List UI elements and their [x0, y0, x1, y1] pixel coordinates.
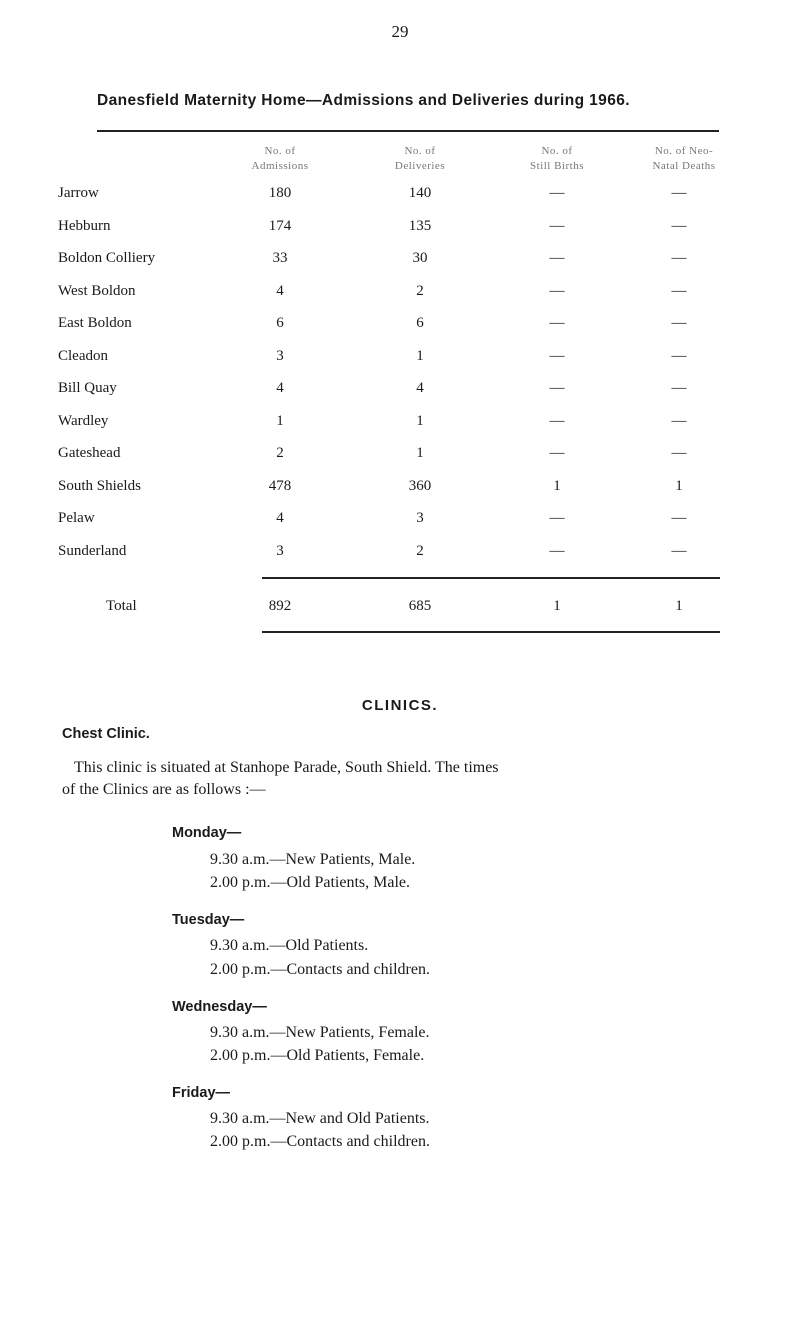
admissions-cell: 3	[276, 348, 284, 364]
column-header-admissions: No. of Admissions	[251, 145, 309, 172]
admissions-cell: 478	[268, 478, 292, 494]
table-heading: Danesfield Maternity Home—Admissions and Deliveries during 1966.	[97, 92, 630, 109]
deliveries-cell: 2	[416, 543, 424, 559]
place-name: East Boldon	[58, 315, 132, 331]
still-births-cell: —	[549, 185, 565, 201]
neonatal-deaths-cell: —	[671, 445, 687, 461]
place-name: Hebburn	[58, 218, 111, 234]
still-births-cell: 1	[553, 478, 561, 494]
place-name: Cleadon	[58, 348, 108, 364]
deliveries-cell: 1	[416, 413, 424, 429]
neonatal-deaths-cell: —	[671, 510, 687, 526]
admissions-cell: 6	[276, 315, 284, 331]
schedule-entry: 9.30 a.m.—New Patients, Female.	[210, 1024, 430, 1041]
deliveries-cell: 6	[416, 315, 424, 331]
still-births-cell: —	[549, 315, 565, 331]
place-name: West Boldon	[58, 283, 136, 299]
schedule-entry: 9.30 a.m.—Old Patients.	[210, 937, 369, 954]
day-heading-monday: Monday—	[172, 825, 242, 841]
column-header-deliveries: No. of Deliveries	[394, 145, 446, 172]
column-header-still-births: No. of Still Births	[530, 145, 584, 172]
deliveries-cell: 1	[416, 348, 424, 364]
day-heading-tuesday: Tuesday—	[172, 912, 245, 928]
schedule-entry: 2.00 p.m.—Contacts and children.	[210, 1133, 430, 1150]
table-row	[0, 348, 800, 370]
table-row	[0, 478, 800, 500]
total-row	[0, 598, 800, 620]
admissions-cell: 2	[276, 445, 284, 461]
total-top-rule	[262, 577, 720, 579]
admissions-cell: 174	[268, 218, 292, 234]
deliveries-cell: 2	[416, 283, 424, 299]
place-name: South Shields	[58, 478, 141, 494]
table-row	[0, 510, 800, 532]
total-neonatal-deaths: 1	[675, 598, 683, 614]
table-row	[0, 218, 800, 240]
still-births-cell: —	[549, 445, 565, 461]
clinics-title: CLINICS.	[361, 697, 439, 714]
total-bottom-rule	[262, 631, 720, 633]
day-heading-friday: Friday—	[172, 1085, 231, 1101]
schedule-entry: 9.30 a.m.—New Patients, Male.	[210, 851, 416, 868]
schedule-entry: 2.00 p.m.—Old Patients, Male.	[210, 874, 410, 891]
place-name: Pelaw	[58, 510, 95, 526]
place-name: Gateshead	[58, 445, 121, 461]
neonatal-deaths-cell: —	[671, 348, 687, 364]
still-births-cell: —	[549, 380, 565, 396]
deliveries-cell: 140	[408, 185, 432, 201]
total-deliveries: 685	[408, 598, 432, 614]
deliveries-cell: 4	[416, 380, 424, 396]
still-births-cell: —	[549, 543, 565, 559]
place-name: Jarrow	[58, 185, 99, 201]
still-births-cell: —	[549, 348, 565, 364]
schedule-entry: 9.30 a.m.—New and Old Patients.	[210, 1110, 430, 1127]
page-number: 29	[391, 22, 409, 41]
total-still-births: 1	[553, 598, 561, 614]
neonatal-deaths-cell: —	[671, 185, 687, 201]
neonatal-deaths-cell: 1	[675, 478, 683, 494]
deliveries-cell: 3	[416, 510, 424, 526]
admissions-cell: 4	[276, 380, 284, 396]
intro-line: of the Clinics are as follows :—	[62, 781, 266, 798]
admissions-cell: 4	[276, 283, 284, 299]
place-name: Boldon Colliery	[58, 250, 156, 266]
still-births-cell: —	[549, 218, 565, 234]
admissions-cell: 1	[276, 413, 284, 429]
deliveries-cell: 1	[416, 445, 424, 461]
day-heading-wednesday: Wednesday—	[172, 999, 267, 1015]
table-row	[0, 380, 800, 402]
still-births-cell: —	[549, 250, 565, 266]
admissions-cell: 33	[272, 250, 288, 266]
neonatal-deaths-cell: —	[671, 315, 687, 331]
neonatal-deaths-cell: —	[671, 543, 687, 559]
table-row	[0, 283, 800, 305]
place-name: Wardley	[58, 413, 109, 429]
deliveries-cell: 135	[408, 218, 432, 234]
neonatal-deaths-cell: —	[671, 218, 687, 234]
admissions-cell: 4	[276, 510, 284, 526]
table-row	[0, 445, 800, 467]
table-row	[0, 185, 800, 207]
schedule-entry: 2.00 p.m.—Old Patients, Female.	[210, 1047, 425, 1064]
total-admissions: 892	[268, 598, 292, 614]
table-row	[0, 413, 800, 435]
intro-line: This clinic is situated at Stanhope Parade, South Shield. The times	[74, 759, 499, 776]
neonatal-deaths-cell: —	[671, 413, 687, 429]
deliveries-cell: 360	[408, 478, 432, 494]
table-row	[0, 543, 800, 565]
still-births-cell: —	[549, 283, 565, 299]
still-births-cell: —	[549, 413, 565, 429]
table-row	[0, 315, 800, 337]
table-row	[0, 250, 800, 272]
place-name: Bill Quay	[58, 380, 117, 396]
still-births-cell: —	[549, 510, 565, 526]
neonatal-deaths-cell: —	[671, 380, 687, 396]
neonatal-deaths-cell: —	[671, 250, 687, 266]
chest-clinic-title: Chest Clinic.	[62, 726, 150, 742]
place-name: Sunderland	[58, 543, 127, 559]
chest-clinic-intro	[62, 757, 762, 801]
neonatal-deaths-cell: —	[671, 283, 687, 299]
schedule-entry: 2.00 p.m.—Contacts and children.	[210, 961, 430, 978]
total-label: Total	[106, 598, 137, 614]
table-top-rule	[97, 130, 719, 132]
deliveries-cell: 30	[412, 250, 428, 266]
admissions-cell: 180	[268, 185, 292, 201]
column-header-neonatal-deaths: No. of Neo- Natal Deaths	[652, 145, 716, 172]
admissions-cell: 3	[276, 543, 284, 559]
